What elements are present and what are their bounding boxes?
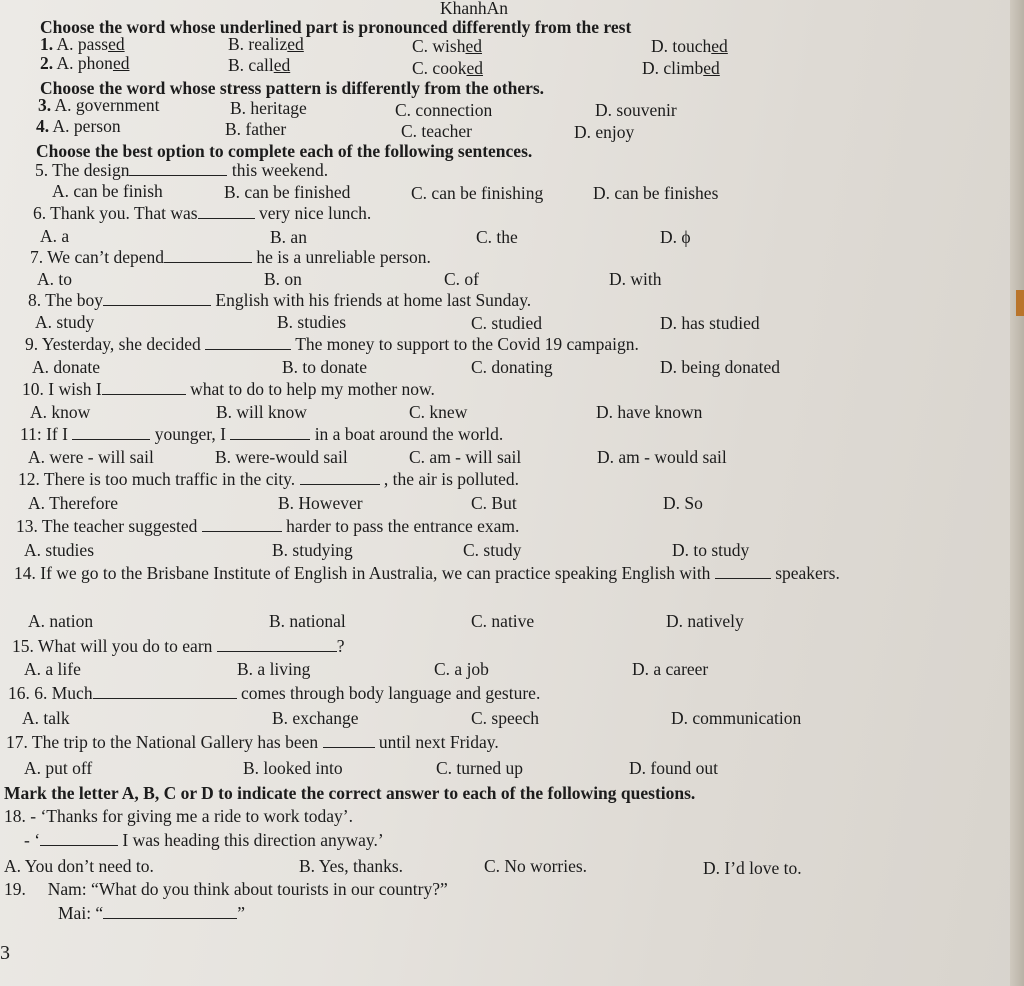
- q11-option-d: D. am - would sail: [597, 447, 727, 467]
- q12-option-d: D. So: [663, 493, 703, 513]
- page-number: 3: [0, 942, 10, 964]
- q15-stem: 15. What will you do to earn ?: [12, 636, 345, 656]
- q18-option-a: A. You don’t need to.: [4, 856, 154, 876]
- q4-option-c: C. teacher: [401, 121, 472, 141]
- q11-stem: 11: If I younger, I in a boat around the world.: [20, 424, 504, 444]
- q11-blank-2: [230, 425, 310, 440]
- q5-stem: 5. The design this weekend.: [35, 160, 329, 180]
- q3-option-d: D. souvenir: [595, 100, 677, 120]
- q9-blank: [205, 335, 291, 350]
- section-1-heading: Choose the word whose underlined part is pronounced differently from the rest: [40, 17, 632, 37]
- q17-option-c: C. turned up: [436, 758, 524, 778]
- q17-option-d: D. found out: [629, 758, 718, 778]
- q8-stem: 8. The boy English with his friends at home last Sunday.: [28, 290, 532, 310]
- page-edge: [1010, 0, 1024, 986]
- q4-row: 4. A. person: [36, 116, 121, 136]
- q18-option-c: C. No worries.: [484, 856, 588, 876]
- q14-option-b: B. national: [269, 611, 346, 631]
- section-2-heading: Choose the word whose stress pattern is differently from the others.: [40, 78, 545, 98]
- q13-stem: 13. The teacher suggested harder to pass the entrance exam.: [16, 516, 520, 536]
- q11-option-c: C. am - will sail: [409, 447, 522, 467]
- q6-option-c: C. the: [476, 227, 518, 247]
- q15-option-c: C. a job: [434, 659, 489, 679]
- q18-stem: - ‘ I was heading this direction anyway.’: [24, 830, 384, 850]
- q2-option-c: C. cooked: [412, 58, 483, 78]
- q16-option-d: D. communication: [671, 708, 802, 728]
- q12-option-a: A. Therefore: [28, 493, 119, 513]
- q17-option-b: B. looked into: [243, 758, 343, 778]
- q16-blank: [93, 684, 237, 699]
- q1-option-b: B. realized: [228, 34, 304, 54]
- q15-blank: [217, 637, 337, 652]
- q5-option-d: D. can be finishes: [593, 183, 719, 203]
- q6-option-b: B. an: [270, 227, 307, 247]
- q5-option-a: A. can be finish: [52, 181, 163, 201]
- q7-option-c: C. of: [444, 269, 479, 289]
- q17-option-a: A. put off: [24, 758, 93, 778]
- q10-option-c: C. knew: [409, 402, 468, 422]
- q7-option-a: A. to: [37, 269, 72, 289]
- author-name: KhanhAn: [440, 0, 509, 18]
- q18-option-b: B. Yes, thanks.: [299, 856, 404, 876]
- q5-blank: [129, 161, 227, 176]
- q9-option-c: C. donating: [471, 357, 553, 377]
- q14-stem: 14. If we go to the Brisbane Institute of English in Australia, we can practice speaking English with speakers.: [14, 563, 840, 583]
- q14-option-a: A. nation: [28, 611, 94, 631]
- q6-stem: 6. Thank you. That was very nice lunch.: [33, 203, 372, 223]
- q15-option-a: A. a life: [24, 659, 81, 679]
- q6-option-a: A. a: [40, 226, 70, 246]
- q10-option-b: B. will know: [216, 402, 307, 422]
- q1-option-a: A. passed: [56, 34, 125, 54]
- section-4-heading: Mark the letter A, B, C or D to indicate the correct answer to each of the following questions.: [4, 783, 696, 803]
- q15-option-d: D. a career: [632, 659, 709, 679]
- q14-blank: [715, 564, 771, 579]
- q13-option-b: B. studying: [272, 540, 353, 560]
- q10-stem: 10. I wish I what to do to help my mother now.: [22, 379, 435, 399]
- q2-row: [40, 53, 129, 73]
- q4-option-a: A. person: [52, 116, 121, 136]
- q19-line-1: 19. Nam: “What do you think about tourists in our country?”: [4, 879, 448, 899]
- q2-option-b: B. called: [228, 55, 291, 75]
- q5-option-c: C. can be finishing: [411, 183, 544, 203]
- q19-stem: Mai: “ ”: [58, 903, 245, 923]
- q3-option-b: B. heritage: [230, 98, 307, 118]
- q3-option-c: C. connection: [395, 100, 493, 120]
- q3-row: 3. A. government: [38, 95, 160, 115]
- q7-blank: [164, 248, 252, 263]
- q1-row: [40, 34, 125, 54]
- q13-blank: [202, 517, 282, 532]
- q17-blank: [323, 733, 375, 748]
- q8-option-b: B. studies: [277, 312, 347, 332]
- q4-option-b: B. father: [225, 119, 287, 139]
- q16-stem: 16. 6. Much comes through body language and gesture.: [8, 683, 541, 703]
- q8-blank: [103, 291, 211, 306]
- q7-option-b: B. on: [264, 269, 302, 289]
- q5-option-b: B. can be finished: [224, 182, 351, 202]
- q16-option-b: B. exchange: [272, 708, 359, 728]
- q15-option-b: B. a living: [237, 659, 311, 679]
- q8-option-c: C. studied: [471, 313, 542, 333]
- bookmark-tab: [1016, 290, 1024, 316]
- q1-option-d: D. touched: [651, 36, 728, 56]
- q11-option-b: B. were-would sail: [215, 447, 348, 467]
- q12-option-c: C. But: [471, 493, 517, 513]
- q16-option-a: A. talk: [22, 708, 70, 728]
- q13-option-c: C. study: [463, 540, 522, 560]
- q8-option-a: A. study: [35, 312, 95, 332]
- q14-option-c: C. native: [471, 611, 535, 631]
- q2-option-a: A. phoned: [56, 53, 130, 73]
- q4-option-d: D. enjoy: [574, 122, 635, 142]
- q9-option-b: B. to donate: [282, 357, 368, 377]
- q2-option-d: D. climbed: [642, 58, 720, 78]
- q13-option-d: D. to study: [672, 540, 750, 560]
- q12-option-b: B. However: [278, 493, 363, 513]
- q7-stem: 7. We can’t depend he is a unreliable person.: [30, 247, 431, 267]
- q19-blank: [103, 904, 237, 919]
- q14-option-d: D. natively: [666, 611, 744, 631]
- q7-option-d: D. with: [609, 269, 662, 289]
- section-3-heading: Choose the best option to complete each of the following sentences.: [36, 141, 533, 161]
- q6-option-d: D. ϕ: [660, 227, 691, 247]
- q10-option-d: D. have known: [596, 402, 703, 422]
- q9-option-a: A. donate: [32, 357, 101, 377]
- q11-option-a: A. were - will sail: [28, 447, 154, 467]
- q9-stem: 9. Yesterday, she decided The money to support to the Covid 19 campaign.: [25, 334, 639, 354]
- q12-blank: [300, 470, 380, 485]
- q18-option-d: D. I’d love to.: [703, 858, 802, 878]
- q8-option-d: D. has studied: [660, 313, 760, 333]
- q18-blank: [40, 831, 118, 846]
- q6-blank: [198, 204, 255, 219]
- q18-line-1: 18. - ‘Thanks for giving me a ride to work today’.: [4, 806, 353, 826]
- q11-blank-1: [72, 425, 150, 440]
- q1-number: 1.: [40, 34, 54, 54]
- q17-stem: 17. The trip to the National Gallery has been until next Friday.: [6, 732, 499, 752]
- q2-number: 2.: [40, 53, 54, 73]
- q9-option-d: D. being donated: [660, 357, 781, 377]
- q10-blank: [102, 380, 186, 395]
- q3-option-a: A. government: [54, 95, 160, 115]
- q10-option-a: A. know: [30, 402, 91, 422]
- q13-option-a: A. studies: [24, 540, 94, 560]
- q1-option-c: C. wished: [412, 36, 483, 56]
- q16-option-c: C. speech: [471, 708, 540, 728]
- q12-stem: 12. There is too much traffic in the city. , the air is polluted.: [18, 469, 520, 489]
